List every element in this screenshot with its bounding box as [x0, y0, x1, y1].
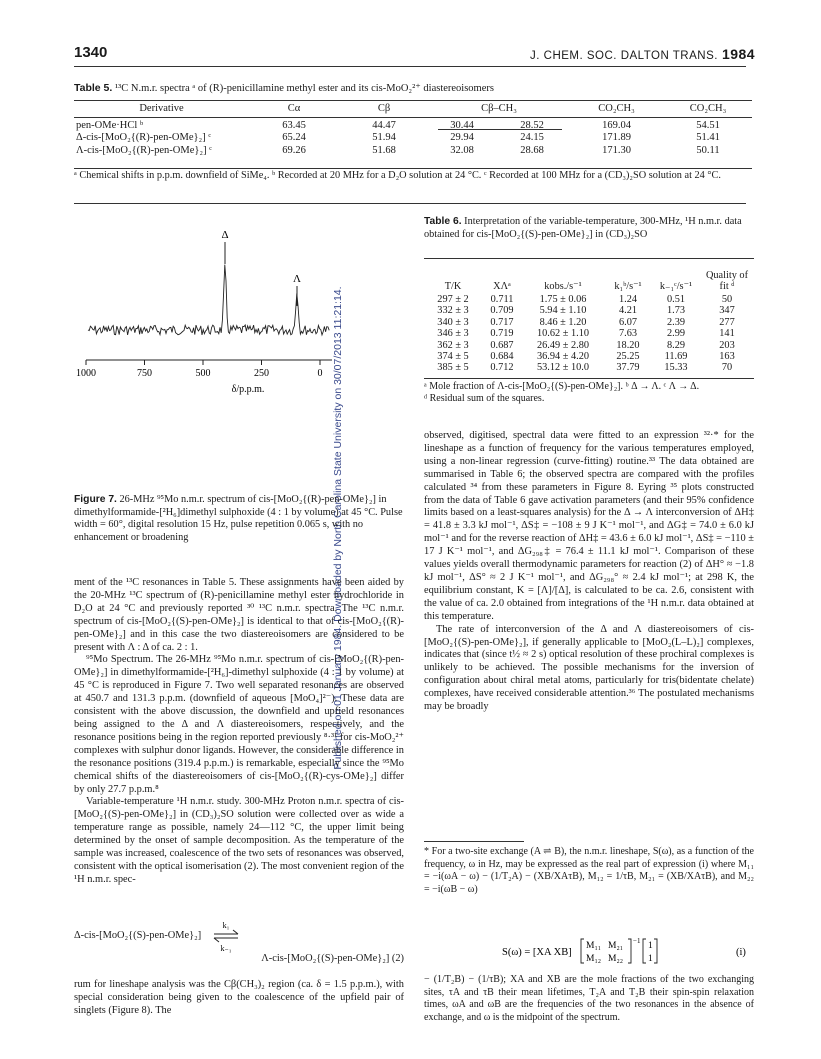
table5-header-cell: Cβ–CH₃ — [481, 103, 517, 114]
x-tick-label: 500 — [195, 368, 211, 379]
page-number: 1340 — [74, 44, 108, 61]
table-cell: 7.63 — [618, 328, 638, 340]
table-cell: 51.68 — [372, 144, 396, 156]
paragraph: The rate of interconversion of the Δ and Λ diastereoisomers of cis-[MoO₂{(S)-pen-OMe}₂], if generally applicable to [MoO₂(L–L)₂] complexes, indicates that (since t½ ≈ 2 s) optical resolution of these prochiral complexes is unlikely to be achieved. The possible mechanisms for the inversion of configuration about chiral metal atoms, particularly for tris(bidentate chelate) complexes, have received considerable attention.³⁶ The postulated mechanisms may be broadly — [424, 623, 754, 713]
table-cell: 37.79 — [616, 362, 640, 374]
table-cell: 32.08 — [450, 144, 474, 156]
running-head — [530, 46, 755, 62]
table5-bottom-rule — [74, 168, 752, 169]
table-cell: 8.29 — [666, 339, 686, 351]
journal-year: 1984 — [721, 46, 756, 62]
table5-caption — [74, 82, 754, 94]
figure7-svg — [74, 212, 404, 477]
table6-bottom-rule — [424, 378, 754, 379]
table6-header-cell: kobs./s⁻¹ — [544, 280, 582, 292]
table-cell: 28.68 — [520, 144, 544, 156]
x-tick-label: 750 — [137, 368, 152, 379]
equation-2-left: Δ-cis-[MoO₂{(S)-pen-OMe}₂] — [74, 930, 202, 941]
equilibrium-arrow — [212, 919, 240, 955]
vector-bracket-left — [643, 939, 646, 963]
figure7-caption-text: 26-MHz ⁹⁵Mo n.m.r. spectrum of cis-[MoO₂{(R)-pen-OMe}₂] in dimethylformamide-[²H₆]dimethyl sulphoxide (4 : 1 by volume) at 45 °C. Pulse width = 60°, digital resolution 15 Hz, pulse repetition 0.065 s, with no enhancement or broadening — [74, 494, 403, 544]
table5-header-rule — [74, 117, 752, 118]
table-cell: 0.687 — [490, 339, 514, 351]
rate-constant-k1: k₁ — [222, 921, 230, 930]
table-cell: 0.711 — [490, 294, 514, 305]
figure7-label: Figure 7. — [74, 494, 117, 505]
table-cell: 347 — [719, 305, 735, 317]
journal-name: J. CHEM. SOC. DALTON TRANS. — [530, 50, 718, 62]
table-cell: 362 ± 3 — [437, 339, 469, 351]
matrix-bracket-right — [628, 939, 631, 963]
table-cell: 25.25 — [616, 351, 640, 363]
table-row — [424, 294, 754, 305]
equation-i-lhs: S(ω) = [XA XB] — [502, 947, 572, 958]
table6 — [424, 260, 754, 374]
table-cell: 6.07 — [618, 316, 638, 328]
table-cell: 169.04 — [602, 119, 631, 131]
table-cell: 4.21 — [618, 305, 638, 317]
peak-label-delta: Δ — [221, 229, 229, 241]
table-cell: 2.39 — [666, 316, 686, 328]
table-cell: 141 — [719, 328, 735, 340]
table6-caption — [424, 216, 754, 241]
matrix-m22: M₂₂ — [608, 954, 624, 964]
table-cell: 44.47 — [372, 119, 396, 131]
table5-header-cell: CO₂CH₃ — [689, 103, 727, 114]
footnote-rule — [424, 841, 524, 842]
table-cell: Λ-cis-[MoO₂{(R)-pen-OMe}₂] ᶜ — [76, 144, 212, 156]
equation-i-svg — [424, 936, 754, 966]
matrix-m11: M₁₁ — [586, 941, 602, 951]
table-cell: 5.94 ± 1.10 — [539, 305, 587, 317]
table5-footnote: ᵃ Chemical shifts in p.p.m. downfield of SiMe₄. ᵇ Recorded at 20 MHz for a D₂O solution at 24 °C. ᶜ Recorded at 100 MHz for a (CD₃)₂SO solution at 24 °C. — [74, 170, 721, 181]
figure7-spectrum — [74, 212, 404, 477]
equilibrium-arrow-svg — [212, 919, 240, 955]
matrix-m21: M₂₁ — [608, 941, 624, 951]
left-column-text-continued — [74, 979, 404, 1018]
vector-one-bottom: 1 — [648, 954, 653, 964]
table-row — [74, 120, 752, 133]
table-row — [424, 340, 754, 351]
forward-arrow-head — [233, 930, 238, 934]
table-cell: 8.46 ± 1.20 — [539, 316, 587, 328]
paragraph: ⁹⁵Mo Spectrum. The 26-MHz ⁹⁵Mo n.m.r. spectrum of cis-[MoO₂{(R)-pen-OMe}₂] in dimethylformamide-[²H₆]-dimethyl sulphoxide (4 : 1 by volume) at 45 °C is reproduced in Figure 7. Two well separated resonances are observed at 450.7 and 131.3 p.p.m. (downfield of aqueous [MoO₄]²⁻). These data are consistent with the above discussion, the downfield and upfield resonances being assigned to the Δ and Λ diastereoisomers, respectively, and the resonance positions being in the region reported previously ⁸·³¹ for cis-MoO₂²⁺ complexes with sulphur donor ligands. However, the considerable difference in the resonance positions (319.4 p.p.m.) is remarkable, especially since the ⁹⁵Mo chemical shifts of the diastereoisomers of cis-[MoO₂{(R)-cys-OMe}₂] differ by only 27.7 p.p.m.⁸ — [74, 654, 404, 795]
table-cell: 1.24 — [618, 294, 638, 305]
table5-subheader-rule — [438, 129, 562, 130]
table-cell: 36.94 ± 4.20 — [537, 351, 589, 363]
table-cell: 171.30 — [602, 144, 631, 156]
vector-bracket-right — [654, 939, 657, 963]
table-cell: 203 — [719, 339, 735, 351]
table-cell: 29.94 — [450, 132, 474, 143]
paragraph: Variable-temperature ¹H n.m.r. study. 300-MHz Proton n.m.r. spectra of cis-[MoO₂{(S)-pen-OMe}₂] in (CD₃)₂SO solution were collected over as wide a temperature range as possible, namely 24—112 °C, the upper limit being determined by the onset of sample decomposition. As the temperature of the sample was increased, coalescence of the two sets of resonances was observed, consistent with the optical isomerisation (2). The most convenient region of the ¹H n.m.r. spec- — [74, 796, 404, 885]
table-cell: 65.24 — [282, 132, 306, 143]
table-cell: 346 ± 3 — [437, 328, 469, 340]
table-cell: 1.73 — [666, 305, 686, 317]
reverse-arrow-head — [214, 938, 219, 942]
table-cell: 50 — [721, 294, 733, 305]
footnote-lineshape: * For a two-site exchange (A ⇌ B), the n.m.r. lineshape, S(ω), as a function of the frequency, ω in Hz, may be expressed as the real part of expression (i) where M₁₁ = −i(ωA − ω) − (1/T₂A) − (XB/XAτB), M₁₂ = 1/τB, M₂₁ = (XB/XAτB), and M₂₂ = −i(ωB − ω) — [424, 846, 754, 895]
table-cell: 0.712 — [490, 362, 514, 374]
paragraph: rum for lineshape analysis was the Cβ(CH₃)₂ region (ca. δ = 1.5 p.p.m.), with special consideration being given to the coalescence of the upfield pair of singlets (Figure 8). The — [74, 979, 404, 1016]
table-cell: 26.49 ± 2.80 — [537, 339, 589, 351]
table-cell: 69.26 — [282, 144, 306, 156]
table6-footnote-2: ᵈ Residual sum of the squares. — [424, 393, 545, 404]
table5-label: Table 5. — [74, 82, 113, 94]
table6-label: Table 6. — [424, 216, 462, 227]
table6-header-cell: T/K — [444, 280, 462, 292]
x-tick-label: 250 — [254, 368, 269, 379]
table-cell: 0.684 — [490, 351, 514, 363]
table-row — [74, 145, 752, 158]
table-row — [424, 305, 754, 316]
table6-caption-text: Interpretation of the variable-temperature, 300-MHz, ¹H n.m.r. data obtained for cis-[MoO₂{(S)-pen-OMe}₂] in (CD₃)₂SO — [424, 216, 742, 240]
table-cell: 340 ± 3 — [437, 316, 469, 328]
table-cell: 70 — [721, 362, 733, 374]
table6-footnote-1: ᵃ Mole fraction of Λ-cis-[MoO₂{(S)-pen-OMe}₂]. ᵇ Δ → Λ. ᶜ Λ → Δ. — [424, 381, 700, 392]
equation-2-right: Λ-cis-[MoO₂{(S)-pen-OMe}₂] (2) — [261, 953, 404, 964]
vector-one-top: 1 — [648, 941, 653, 951]
rate-constant-k-minus-1: k₋₁ — [220, 944, 232, 953]
table6-header-cell: k₁ᵇ/s⁻¹ — [614, 280, 642, 292]
table-row — [74, 132, 752, 145]
right-column-text — [424, 430, 754, 714]
table-cell: 0.719 — [490, 328, 514, 340]
equation-i — [424, 936, 754, 966]
table5-header-cell: Cα — [287, 103, 301, 114]
table-cell: 297 ± 2 — [437, 294, 469, 305]
table-cell: 374 ± 5 — [437, 351, 469, 363]
table-cell: 163 — [719, 351, 735, 363]
table-cell: 0.709 — [490, 305, 514, 317]
equation-i-number: (i) — [736, 947, 746, 958]
table-cell: 28.52 — [520, 119, 544, 131]
table5 — [74, 102, 752, 157]
table5-header-cell: Cβ — [377, 103, 391, 114]
table-cell: 0.51 — [666, 294, 686, 305]
x-tick-label: 0 — [317, 368, 323, 379]
table-cell: 51.41 — [696, 132, 720, 143]
table-cell: 0.717 — [490, 316, 514, 328]
section-rule — [74, 203, 746, 204]
table-row — [424, 328, 754, 339]
left-column-text — [74, 577, 404, 887]
table-cell: 15.33 — [664, 362, 688, 374]
table-cell: 2.99 — [666, 328, 686, 340]
x-axis-unit: δ/p.p.m. — [231, 384, 265, 395]
table6-header-cell: Quality of fit ᵈ — [705, 270, 749, 292]
table-cell: 332 ± 3 — [437, 305, 469, 317]
table5-caption-text: ¹³C N.m.r. spectra ᵃ of (R)-penicillamine methyl ester and its cis-MoO₂²⁺ diastereoisomers — [112, 83, 494, 94]
table-cell: 63.45 — [282, 119, 306, 131]
table-cell: 54.51 — [696, 119, 720, 131]
peak-label-lambda: Λ — [293, 273, 301, 285]
table-row — [424, 362, 754, 373]
table-cell: 50.11 — [696, 144, 720, 156]
table-cell: 18.20 — [616, 339, 640, 351]
table-cell: 51.94 — [372, 132, 396, 143]
paragraph: ment of the ¹³C resonances in Table 5. These assignments have been aided by the 20-MHz ¹³C spectrum of (R)-penicillamine methyl ester hydrochloride in D₂O at 24 °C and previously reported ³⁰ ¹³C n.m.r. spectra. The ¹³C n.m.r. spectrum of cis-[MoO₂{(S)-pen-OMe}₂] is identical to that of cis-[MoO₂{(R)-pen-OMe}₂] and in this case the two diastereoisomers are considered to be present with Λ : Δ of ca. 2 : 1. — [74, 577, 404, 653]
table-cell: 1.75 ± 0.06 — [539, 294, 587, 305]
table-cell: Δ-cis-[MoO₂{(R)-pen-OMe}₂] ᶜ — [76, 132, 212, 143]
table-cell: 11.69 — [664, 351, 688, 363]
table6-header-cell: XΛᵃ — [493, 280, 511, 292]
figure7-caption — [74, 494, 404, 545]
table6-header-row — [424, 260, 754, 294]
table5-header-cell: CO₂CH₃ — [598, 103, 635, 114]
table-cell: 277 — [719, 316, 735, 328]
x-axis-ticks — [76, 360, 323, 379]
footnote-lineshape-continued: − (1/T₂B) − (1/τB); XA and XB are the mole fractions of the two exchanging sites, τA and τB their mean lifetimes, T₂A and T₂B their spin-spin relaxation times, ωA and ωB are the frequencies of the two resonances in the absence of exchange, and ω is the midpoint of the spectrum. — [424, 974, 754, 1023]
table5-top-rule — [74, 100, 752, 101]
table5-header-cell: Derivative — [139, 103, 184, 114]
table-cell: 53.12 ± 10.0 — [537, 362, 589, 374]
paragraph: observed, digitised, spectral data were fitted to an expression ³²·* for the lineshape as a function of frequency for the various temperatures employed, using a non-linear regression (curve-fitting) routine.³³ The data obtained are summarised in Table 6; the observed spectra are compared with the profiles calculated ³⁴ from these parameters in Figure 8. Eyring ³⁵ plots constructed from the data of Table 6 gave activation parameters (and their 95% confidence limits based on a least-squares analysis) for the Δ → Λ interconversion of ΔH‡ = 41.8 ± 3.3 kJ mol⁻¹, ΔS‡ = −108 ± 9 J K⁻¹ mol⁻¹, and ΔG‡ = 74.0 ± 6.0 kJ mol⁻¹ and for the reverse reaction of ΔH‡ = 43.6 ± 6.0 kJ mol⁻¹, ΔS‡ = −110 ± 17 J K⁻¹ mol⁻¹, and ΔG₂₉₈‡ = 76.4 ± 11.1 kJ mol⁻¹. Comparison of these values yields overall thermodynamic parameters for reaction (2) of ΔH° ≈ −1.8 kJ mol⁻¹, ΔS° ≈ 2 J K⁻¹ mol⁻¹, and ΔG₂₉₈° ≈ 2.4 kJ mol⁻¹; at 298 K, the equilibrium constant, K = [Λ]/[Δ], is calculated to be ca. 2.6, consistent with the value of ca. 2.0 obtained from integrations of the ¹H n.m.r. data obtained at this temperature. — [424, 430, 754, 622]
table-row — [424, 317, 754, 328]
matrix-m12: M₁₂ — [586, 954, 602, 964]
table6-body — [424, 294, 754, 374]
table6-header-cell: k₋₁ᶜ/s⁻¹ — [659, 280, 693, 292]
table-cell: 24.15 — [520, 132, 544, 143]
matrix-inverse-superscript: −1 — [633, 937, 641, 945]
table-cell: 171.89 — [602, 132, 631, 143]
header-rule — [74, 66, 746, 67]
download-notice: Published on 01 January 1984. Downloaded by North Carolina State University on 30/07/2013 11:21:14. — [332, 286, 344, 770]
table6-top-rule — [424, 258, 754, 259]
table-cell: pen-OMe·HCl ᵇ — [76, 119, 144, 131]
table6-footnotes — [424, 381, 754, 405]
matrix-bracket-left — [581, 939, 584, 963]
table-cell: 385 ± 5 — [437, 362, 469, 374]
table-cell: 30.44 — [450, 119, 474, 131]
table-cell: 10.62 ± 1.10 — [537, 328, 589, 340]
x-tick-label: 1000 — [76, 368, 96, 379]
table-row — [424, 351, 754, 362]
